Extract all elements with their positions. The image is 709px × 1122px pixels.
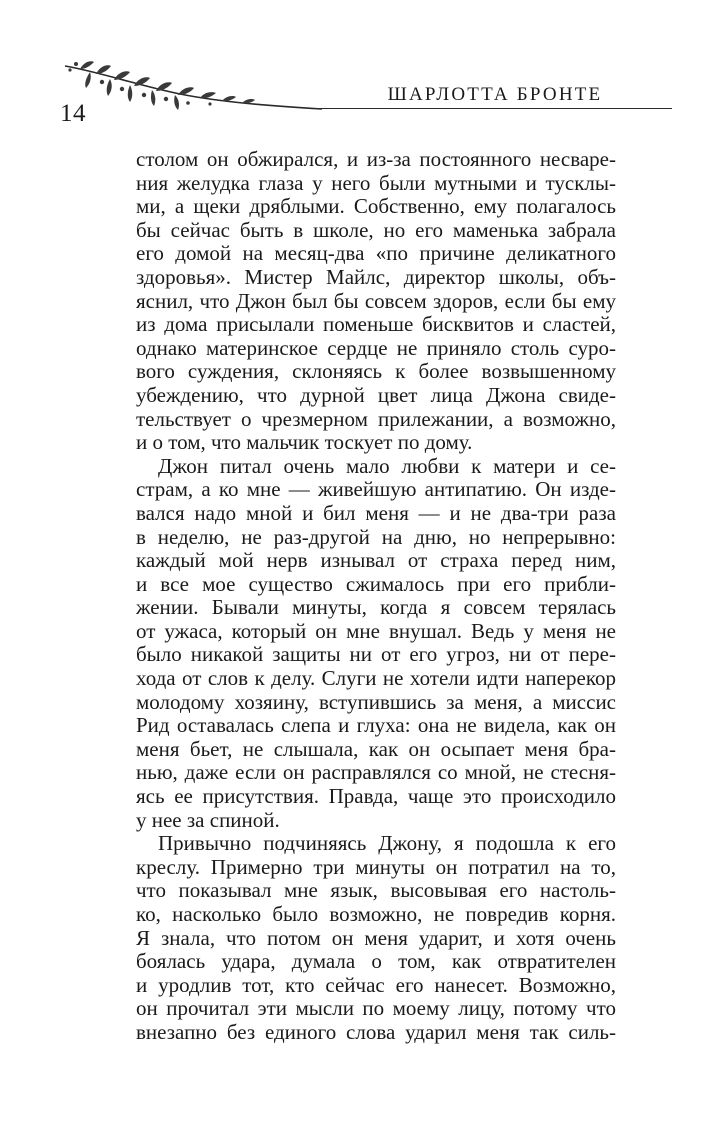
text-line: в неделю, не раз-другой на дню, но непрерывно:	[136, 525, 616, 549]
page-number: 14	[60, 100, 86, 127]
text-line: однако материнское сердце не приняло столь суро-	[136, 336, 616, 360]
text-line: и о том, что мальчик тоскует по дому.	[136, 431, 473, 455]
text-line: столом он обжирался, и из-за постоянного несваре-	[136, 148, 616, 171]
text-line: Джон питал очень мало любви к матери и се-	[158, 454, 616, 478]
text-line: молодому хозяину, вступившись за меня, а миссис	[136, 690, 616, 714]
text-line: у нее за спиной.	[136, 808, 280, 832]
text-line: и все мое существо сжималось при его прибли-	[136, 572, 616, 596]
text-line: вался надо мной и бил меня — и не два-три раза	[136, 501, 616, 525]
running-title: ШАРЛОТТА БРОНТЕ	[387, 84, 603, 105]
text-line: что показывал мне язык, высовывая его настоль-	[136, 879, 616, 903]
text-line: его домой на месяц-два «по причине деликатного	[136, 242, 616, 266]
text-line: убеждению, что дурной цвет лица Джона свиде-	[136, 383, 616, 407]
body-text	[136, 148, 616, 1045]
text-line: Привычно подчиняясь Джону, я подошла к его	[158, 832, 616, 856]
text-line: здоровья». Мистер Майлс, директор школы, объ-	[136, 265, 616, 289]
text-line: яснил, что Джон был бы совсем здоров, если бы ему	[136, 289, 616, 313]
text-line: жении. Бывали минуты, когда я совсем терялась	[136, 596, 616, 620]
text-line: хода от слов к делу. Слуги не хотели идти наперекор	[136, 667, 616, 691]
text-line: ко, насколько было возможно, не повредив корня.	[136, 903, 616, 926]
text-line: боялась удара, думала о том, как отвратителен	[136, 950, 616, 974]
text-line: страм, а ко мне — живейшую антипатию. Он изде-	[136, 478, 616, 502]
text-line: каждый мой нерв изнывал от страха перед ним,	[136, 549, 616, 573]
text-line: и уродлив тот, кто сейчас его нанесет. Возможно,	[136, 973, 616, 997]
text-line: Я знала, что потом он меня ударит, и хотя очень	[136, 926, 616, 950]
text-line: внезапно без единого слова ударил меня так силь-	[136, 1020, 616, 1044]
text-line: меня бьет, не слышала, как он осыпает меня бра-	[136, 737, 616, 761]
text-line: ясь ее присутствия. Правда, чаще это происходило	[136, 785, 616, 809]
text-line: ми, а щеки дряблыми. Собственно, ему полагалось	[136, 195, 616, 219]
text-line: креслу. Примерно три минуты он потратил на то,	[136, 855, 616, 879]
page-header	[60, 58, 620, 138]
text-line: нью, даже если он расправлялся со мной, не стесня-	[136, 761, 616, 785]
text-line: бы сейчас быть в школе, но его маменька забрала	[136, 218, 616, 242]
text-line: вого суждения, склоняясь к более возвышенному	[136, 360, 616, 384]
text-line: Рид оставалась слепа и глуха: она не видела, как он	[136, 714, 616, 738]
text-line: из дома присылали поменьше бисквитов и сластей,	[136, 313, 616, 337]
text-line: от ужаса, который он мне внушал. Ведь у меня не	[136, 619, 616, 643]
text-line: ния желудка глаза у него были мутными и тусклы-	[136, 171, 616, 195]
text-line: он прочитал эти мысли по моему лицу, потому что	[136, 997, 616, 1021]
text-line: было никакой защиты ни от его угроз, ни от пере-	[136, 643, 616, 667]
header-divider	[315, 108, 672, 109]
text-line: тельствует о чрезмерном прилежании, а возможно,	[136, 407, 616, 431]
floral-branch-ornament-icon	[60, 58, 330, 118]
